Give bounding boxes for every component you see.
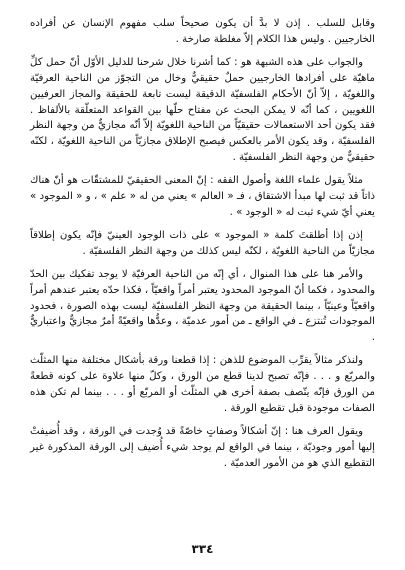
paragraph-2: والجواب على هذه الشبهة هو : كما أشرنا خلال شرحنا للدليل الأوّل أنّ حمل كلِّ ماهيّة على أفرادها الخارجيين حملٌ حقيقيٌّ وخال من التجوّز من الناحية العرفيّة واللغويّة ، إلاّ أنّ الأحكام الفلسفيّة الدقيقة ليست تابعة للحقيقة والمجاز العرفيين اللغويين ، كما أنّه لا يمكن البحث عن مفتاح حلّها بين القواعد المتعلّقة بالألفاظ . فقد يكون أحد الاستعمالات حقيقيّاً من الناحية اللغويّة إلاّ أنّه مجازيٌّ من وجهة النظر الفلسفيّة ، وقد يكون الأمر بالعكس فيصبح الإطلاق مجازيّاً من الناحية اللغويّة ، لكنّه حقيقيٌّ من وجهة النظر الفلسفيّة . [30,56,375,164]
page-number: ٣٣٤ [191,542,214,556]
paragraph-7: ويقول العرف هنا : إنّ أشكالاً وصفاتٍ خاصّةً قد وُجدت في الورقة ، وقد أُضيفتْ إليها أمور وجوديّة ، بينما في الواقع لم يوجد شيء أُضيف إلى الورقة المذكورة غير التقطيع الذي هو من الأمور العدميّة . [30,425,375,469]
paragraph-6: ولنذكر مثالاً يقرِّب الموضوع للذهن : إذا قطعنا ورقة بأشكال مختلفة منها المثلّث والمربّع و . . . فإنّه تصبح لدينا قطع من الورق ، وكلّ منها علاوة على كونه قطعةً من الورق فإنّه يتّصف بصفة أخرى هي المثلّث أو المربّع أو . . . بينما لم تكن هذه الصفات موجودة قبل تقطيع الورقة . [30,355,375,414]
document-page [30,16,375,538]
paragraph-4: إذن إذا أطلقتَ كلمة « الموجود » على ذات الوجود العينيّ فإنّه يكون إطلاقاً مجازيّاً من الناحية اللغويّة ، لكنّه ليس كذلك من وجهة النظر الفلسفيّة . [30,229,375,257]
paragraph-1: وقابل للسلب . إذن لا بدَّ أن يكون صحيحاً سلب مفهوم الإنسان عن أفراده الخارجيين . وليس هذا الكلام إلاّ مغلطة صارخة . [30,18,375,45]
paragraph-5: والأمر هنا على هذا المنوال ، أي إنّه من الناحية العرفيّة لا يوجد تفكيك بين الحدّ والمحدود ، فكما أنّ الموجود المحدود يعتبر أمراً واقعيّاً ، فكذا حدّه يعتبر عندهم أمراً واقعيّاً وعينيّاً ، بينما الحقيقة من وجهة النظر الفلسفيّة ليست بهذه الصورة ، فحدود الموجودات تُنتزع ـ في الواقع ـ من أمور عدميّة ، وعدُّها واقعيّةً أمرٌ مجازيٌّ واعتباريٌّ . [30,268,375,344]
paragraph-3: مثلاً يقول علماء اللغة وأصول الفقه : إنّ المعنى الحقيقيّ للمشتقّات هو أنّ هناك ذاتاً قد ثبت لها مبدأ الاشتقاق ، فـ « العالم » يعني من له « علم » ، و « الموجود » يعني أيّ شيء ثبت له « الوجود » . [30,175,375,218]
